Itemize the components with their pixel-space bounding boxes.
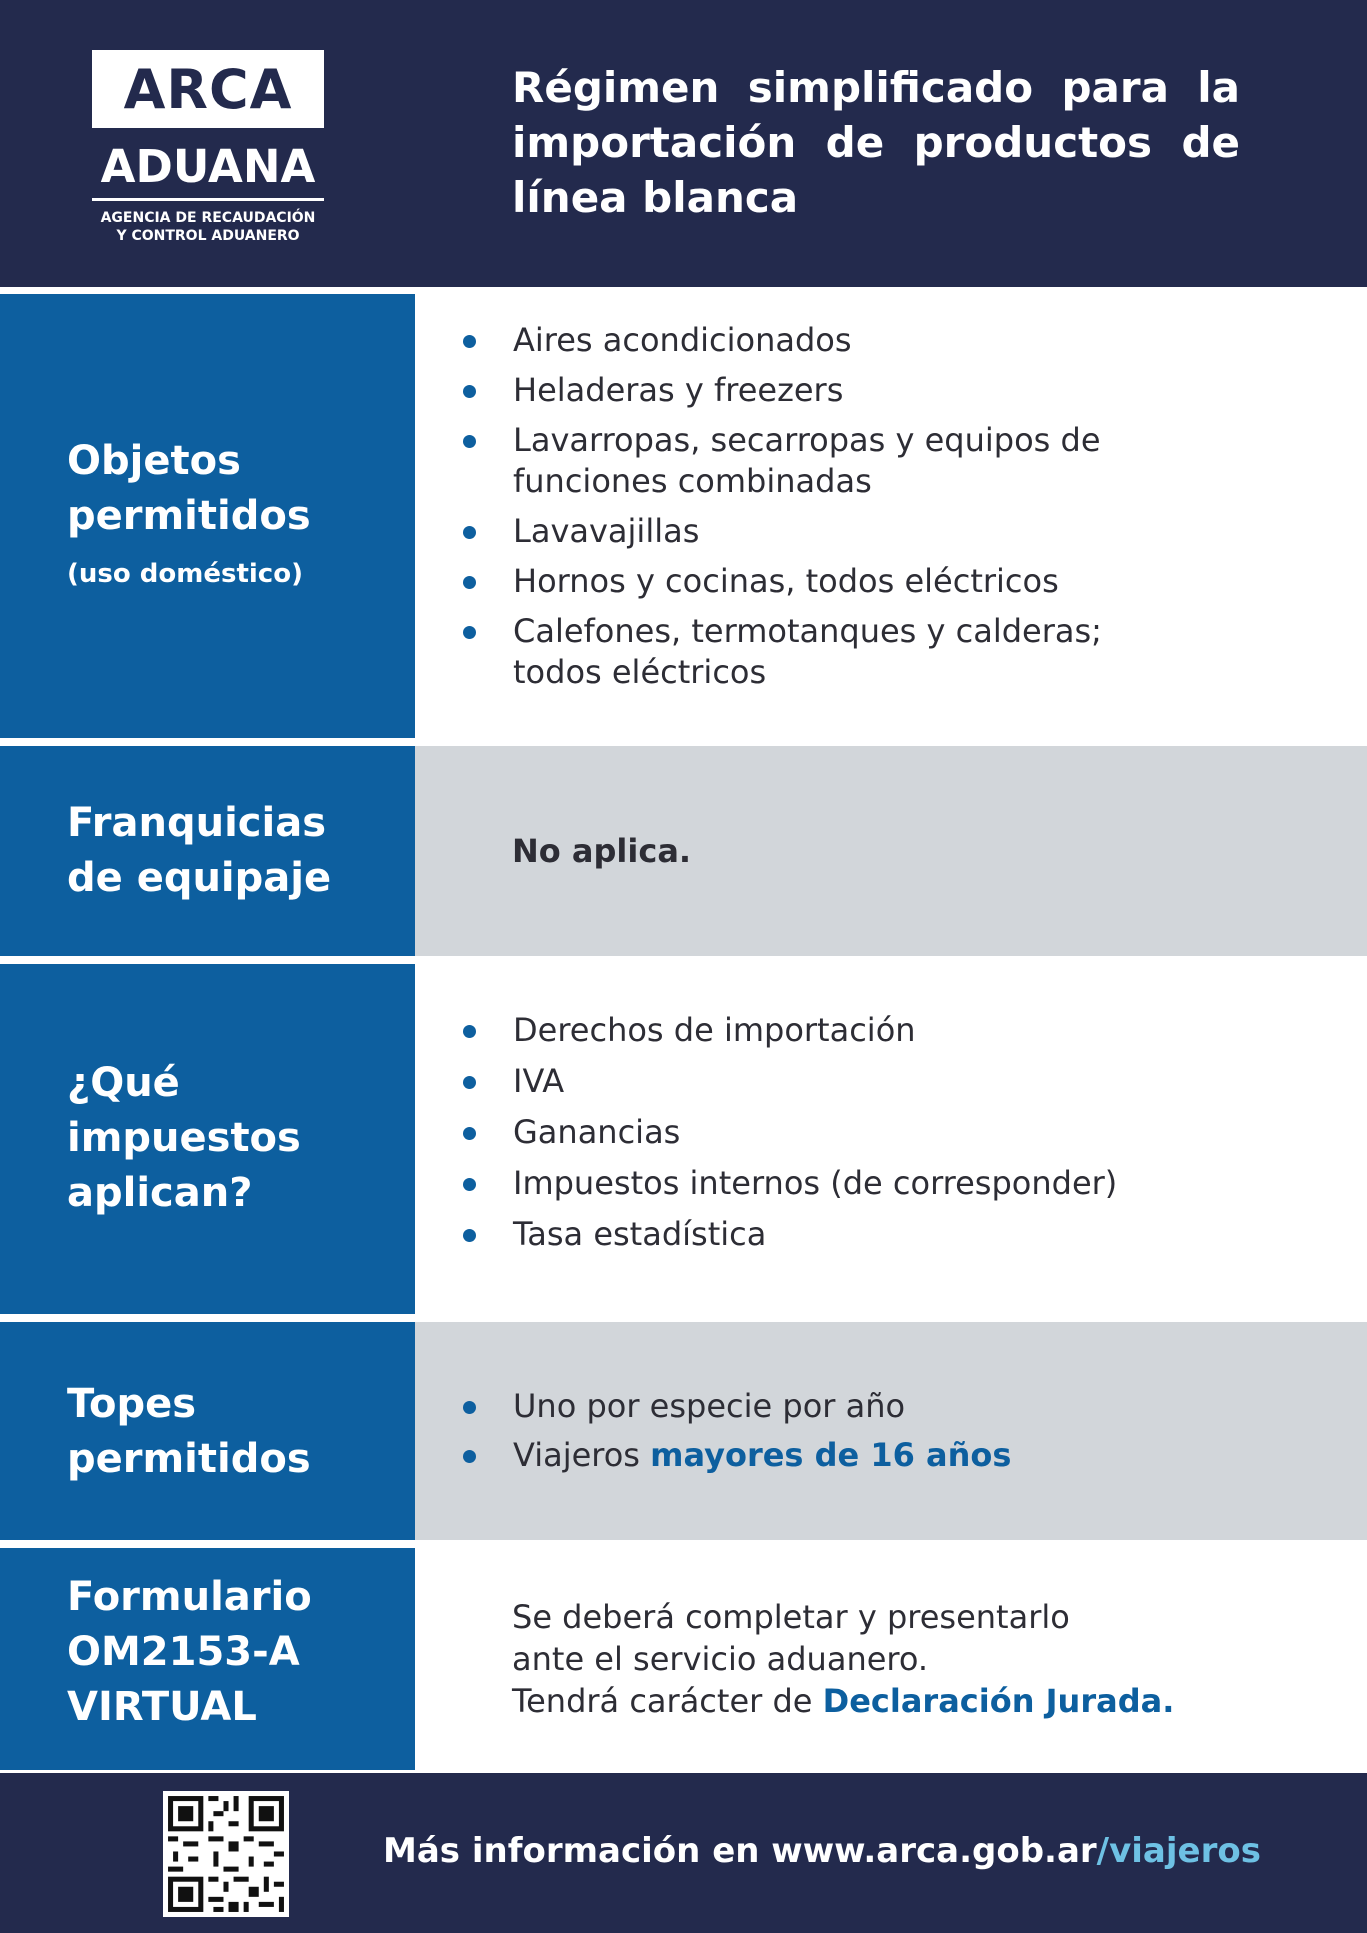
section-formulario-content — [415, 1548, 1367, 1770]
list-item: Derechos de importación — [463, 1010, 1117, 1051]
formulario-line-3-prefix: Tendrá carácter de — [512, 1682, 823, 1720]
topes-item-2-highlight: mayores de 16 años — [650, 1436, 1012, 1474]
section-impuestos-content — [415, 964, 1367, 1314]
formulario-line-3 — [512, 1680, 1174, 1722]
impuestos-list — [463, 1010, 1117, 1255]
arca-logo — [92, 50, 324, 245]
list-item: IVA — [463, 1061, 1117, 1102]
list-item: Ganancias — [463, 1112, 1117, 1153]
section-formulario-label: Formulario OM2153-A VIRTUAL — [67, 1574, 312, 1730]
header — [0, 0, 1367, 287]
logo-divider — [92, 198, 324, 201]
section-franquicias-label-panel — [0, 746, 415, 956]
section-impuestos — [0, 964, 1367, 1314]
section-impuestos-label-panel — [0, 964, 415, 1314]
section-formulario — [0, 1548, 1367, 1770]
franquicias-value: No aplica. — [512, 832, 692, 870]
list-item: Calefones, termotanques y calderas; todos eléctricos — [463, 611, 1183, 693]
list-item: Tasa estadística — [463, 1214, 1117, 1255]
section-topes — [0, 1322, 1367, 1540]
topes-item-2-prefix: Viajeros — [513, 1436, 651, 1474]
logo-subtitle-line-2: Y CONTROL ADUANERO — [116, 228, 300, 244]
section-franquicias-label: Franquicias de equipaje — [67, 800, 332, 901]
section-topes-label: Topes permitidos — [67, 1381, 311, 1482]
section-topes-label-panel — [0, 1322, 415, 1540]
section-objetos-title: Objetos permitidos — [67, 438, 311, 539]
section-objetos — [0, 294, 1367, 738]
section-impuestos-label: ¿Qué impuestos aplican? — [67, 1060, 301, 1216]
list-item: Lavavajillas — [463, 511, 1183, 552]
section-objetos-sublabel: (uso doméstico) — [67, 559, 303, 589]
formulario-line-3-highlight: Declaración Jurada. — [822, 1682, 1175, 1720]
section-franquicias-content — [415, 746, 1367, 956]
formulario-text — [512, 1596, 1174, 1722]
list-item: Impuestos internos (de corresponder) — [463, 1163, 1117, 1204]
section-objetos-label-panel — [0, 294, 415, 738]
logo-subtitle-line-1: AGENCIA DE RECAUDACIÓN — [100, 210, 316, 226]
list-item: Uno por especie por año — [463, 1386, 1011, 1427]
list-item: Lavarropas, secarropas y equipos de funciones combinadas — [463, 420, 1183, 502]
section-formulario-label-panel — [0, 1548, 415, 1770]
footer-text-prefix: Más información en www.arca.gob.ar — [383, 1831, 1097, 1871]
section-objetos-label — [67, 434, 367, 594]
list-item: Aires acondicionados — [463, 320, 1183, 361]
page-title: Régimen simplificado para la importación de productos de línea blanca — [512, 63, 1240, 222]
logo-subtitle — [92, 209, 324, 245]
footer — [0, 1773, 1367, 1933]
list-item — [463, 1435, 1011, 1476]
qr-code-icon[interactable] — [163, 1791, 289, 1917]
objetos-list — [463, 320, 1183, 693]
section-franquicias — [0, 746, 1367, 956]
logo-top: ARCA — [92, 50, 324, 128]
section-objetos-content — [415, 294, 1367, 738]
logo-bottom: ADUANA — [100, 140, 316, 193]
footer-link-viajeros[interactable]: /viajeros — [1096, 1831, 1261, 1871]
formulario-line-2: ante el servicio aduanero. — [512, 1640, 929, 1678]
formulario-line-1: Se deberá completar y presentarlo — [512, 1598, 1070, 1636]
list-item: Heladeras y freezers — [463, 370, 1183, 411]
footer-info[interactable] — [383, 1829, 1261, 1873]
list-item: Hornos y cocinas, todos eléctricos — [463, 561, 1183, 602]
topes-list — [463, 1386, 1011, 1476]
section-topes-content — [415, 1322, 1367, 1540]
